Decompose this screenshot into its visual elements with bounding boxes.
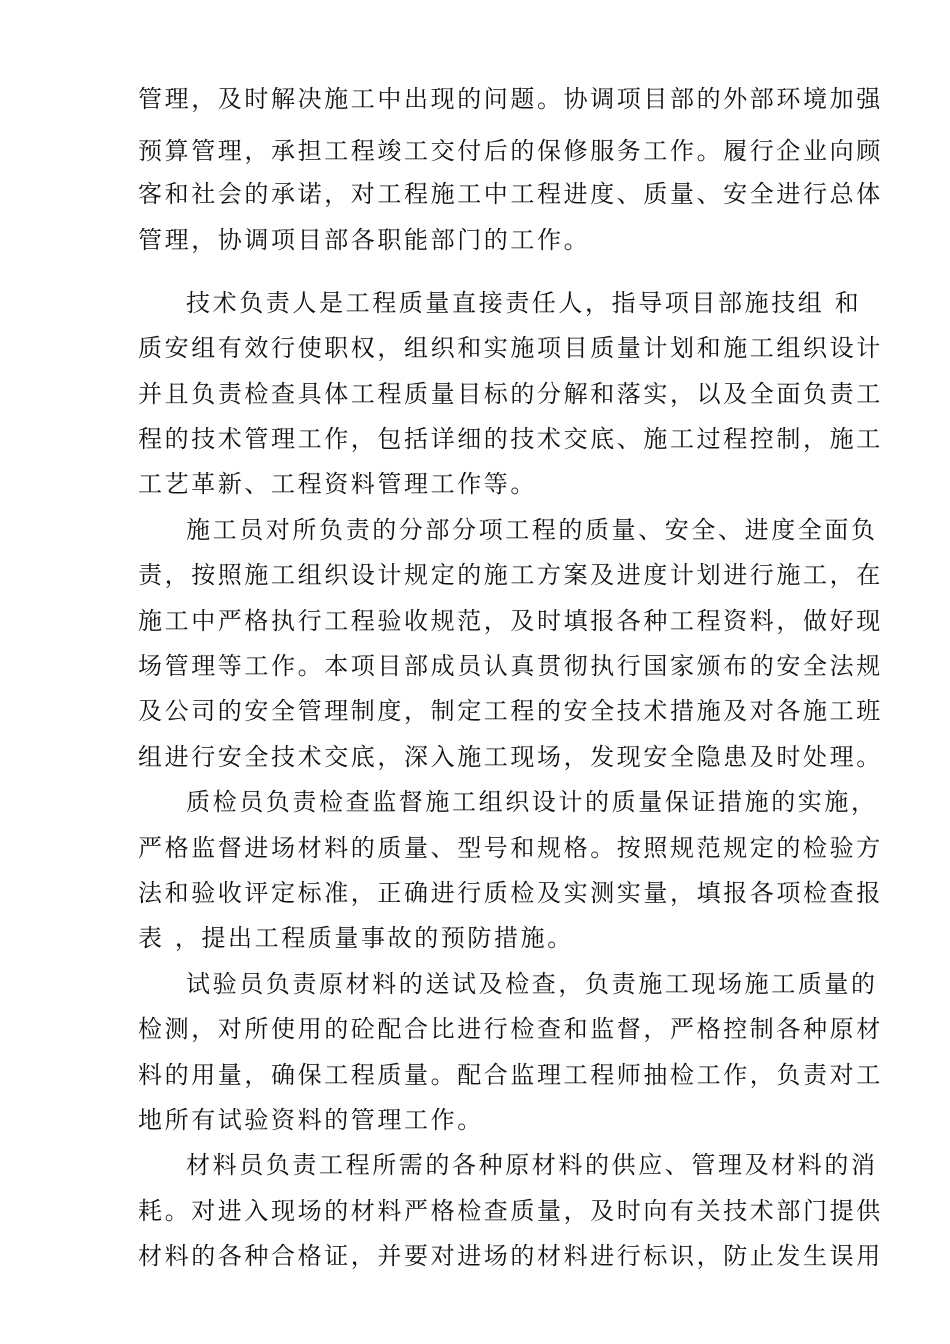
paragraph-first-line: 技术负责人是工程质量直接责任人，指导项目部施技组 和 xyxy=(186,289,862,317)
text-line: 并且负责检查具体工程质量目标的分解和落实，以及全面负责工 xyxy=(138,380,883,408)
text-line: 耗。对进入现场的材料严格检查质量，及时向有关技术部门提供 xyxy=(138,1197,883,1225)
text-line: 检测，对所使用的砼配合比进行检查和监督，严格控制各种原材 xyxy=(138,1015,883,1043)
text-line: 法和验收评定标准，正确进行质检及实测实量，填报各项检查报 xyxy=(138,879,883,907)
text-line: 组进行安全技术交底，深入施工现场，发现安全隐患及时处理。 xyxy=(138,743,883,771)
text-line: 场管理等工作。本项目部成员认真贯彻执行国家颁布的安全法规 xyxy=(138,652,883,680)
text-line: 责，按照施工组织设计规定的施工方案及进度计划进行施工，在 xyxy=(138,561,883,589)
paragraph-first-line: 施工员对所负责的分部分项工程的质量、安全、进度全面负 xyxy=(186,516,878,544)
paragraph-first-line: 材料员负责工程所需的各种原材料的供应、管理及材料的消 xyxy=(186,1151,878,1179)
text-line: 及公司的安全管理制度，制定工程的安全技术措施及对各施工班 xyxy=(138,697,883,725)
text-line: 程的技术管理工作，包括详细的技术交底、施工过程控制，施工 xyxy=(138,425,883,453)
text-line: 地所有试验资料的管理工作。 xyxy=(138,1106,484,1134)
text-line: 表 ，提出工程质量事故的预防措施。 xyxy=(138,924,574,952)
text-line: 施工中严格执行工程验收规范，及时填报各种工程资料，做好现 xyxy=(138,607,883,635)
text-line: 预算管理，承担工程竣工交付后的保修服务工作。履行企业向顾 xyxy=(138,137,883,165)
paragraph-first-line: 试验员负责原材料的送试及检查，负责施工现场施工质量的 xyxy=(186,970,878,998)
text-line: 客和社会的承诺，对工程施工中工程进度、质量、安全进行总体 xyxy=(138,180,883,208)
text-line: 质安组有效行使职权，组织和实施项目质量计划和施工组织设计 xyxy=(138,334,883,362)
text-line: 料的用量，确保工程质量。配合监理工程师抽检工作，负责对工 xyxy=(138,1061,883,1089)
text-line: 材料的各种合格证，并要对进场的材料进行标识，防止发生误用 xyxy=(138,1242,883,1270)
text-line: 管理，协调项目部各职能部门的工作。 xyxy=(138,226,591,254)
text-line: 管理，及时解决施工中出现的问题。协调项目部的外部环境加强 xyxy=(138,85,883,113)
text-line: 工艺革新、工程资料管理工作等。 xyxy=(138,470,537,498)
text-line: 严格监督进场材料的质量、型号和规格。按照规范规定的检验方 xyxy=(138,834,883,862)
paragraph-first-line: 质检员负责检查监督施工组织设计的质量保证措施的实施， xyxy=(186,788,878,816)
